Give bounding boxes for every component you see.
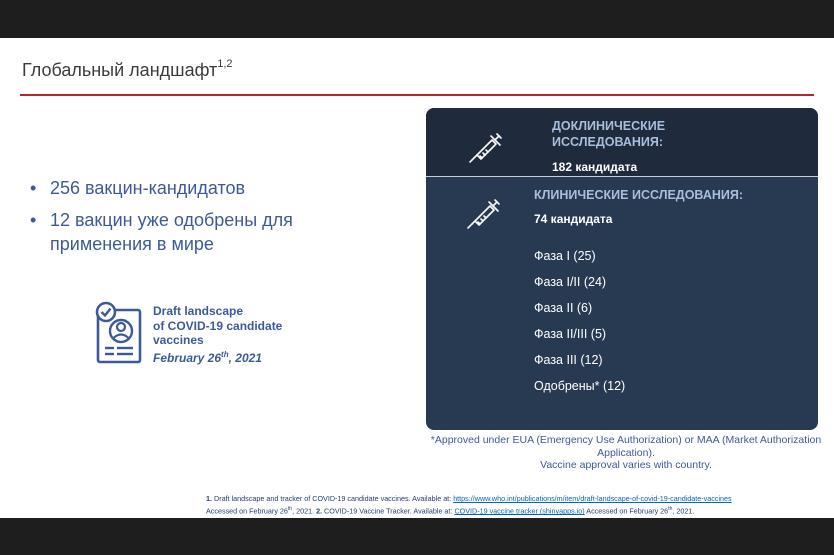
bullet-dot: • [30,210,37,230]
reference-line: Accessed on February 26th, 2021. 2. COVID-19 Vaccine Tracker. Available at: COVID-19 vaccine tracker (shinyapps.io) Accessed on February 26th, 2021. [206,506,695,516]
references [206,494,816,516]
syringe-icon [468,128,504,164]
draft-line: Draft landscape [153,304,244,318]
bullet-list [30,176,360,264]
phase-item: Одобрены* (12) [534,379,626,393]
clinical-title: КЛИНИЧЕСКИЕ ИССЛЕДОВАНИЯ: [534,188,744,202]
reference-line: 1. Draft landscape and tracker of COVID-19 candidate vaccines. Available at: https://www.who.int/publications/m/item/draft-landscape-of-covid-19-candidate-vaccines [206,494,732,503]
approval-footnote [430,434,822,472]
phase-item: Фаза I (25) [534,249,596,263]
phase-item: Фаза I/II (24) [534,275,607,289]
bullet-text: 256 вакцин-кандидатов [50,178,246,198]
footnote-line: Vaccine approval varies with country. [540,459,712,471]
slide [0,38,834,518]
vaccine-status-panel [426,108,818,430]
draft-line: of COVID-19 candidate [153,318,283,333]
reference-link-who[interactable]: https://www.who.int/publications/m/item/draft-landscape-of-covid-19-candidate-vaccines [453,494,732,503]
phase-item: Фаза II/III (5) [534,327,607,341]
reference-link-tracker[interactable]: COVID-19 vaccine tracker (shinyapps.io) [454,506,585,516]
draft-landscape-caption [153,304,323,365]
draft-line: vaccines [153,333,204,347]
bullet-dot: • [30,178,37,198]
slide-title: Глобальный ландшафт$^{1,2}$ [22,58,233,80]
title-divider [20,94,814,96]
bullet-item [30,208,360,256]
panel-divider [426,176,818,177]
phase-list [534,248,625,404]
clinical-count: 74 кандидата [534,212,613,226]
bullet-text: 12 вакцин уже одобрены для применения в мире [50,210,293,254]
phase-item: Фаза III (12) [534,353,603,367]
footnote-line: *Approved under EUA (Emergency Use Authorization) or MAA (Market Authorization Application). [430,434,822,459]
bullet-item [30,176,360,200]
preclinical-count: 182 кандидата [552,160,638,174]
phase-item: Фаза II (6) [534,301,593,315]
draft-date: February 26th, 2021 [153,349,262,365]
syringe-icon [466,194,502,230]
document-person-check-icon [94,300,144,364]
preclinical-title: ДОКЛИНИЧЕСКИЕ ИССЛЕДОВАНИЯ: [552,119,666,149]
